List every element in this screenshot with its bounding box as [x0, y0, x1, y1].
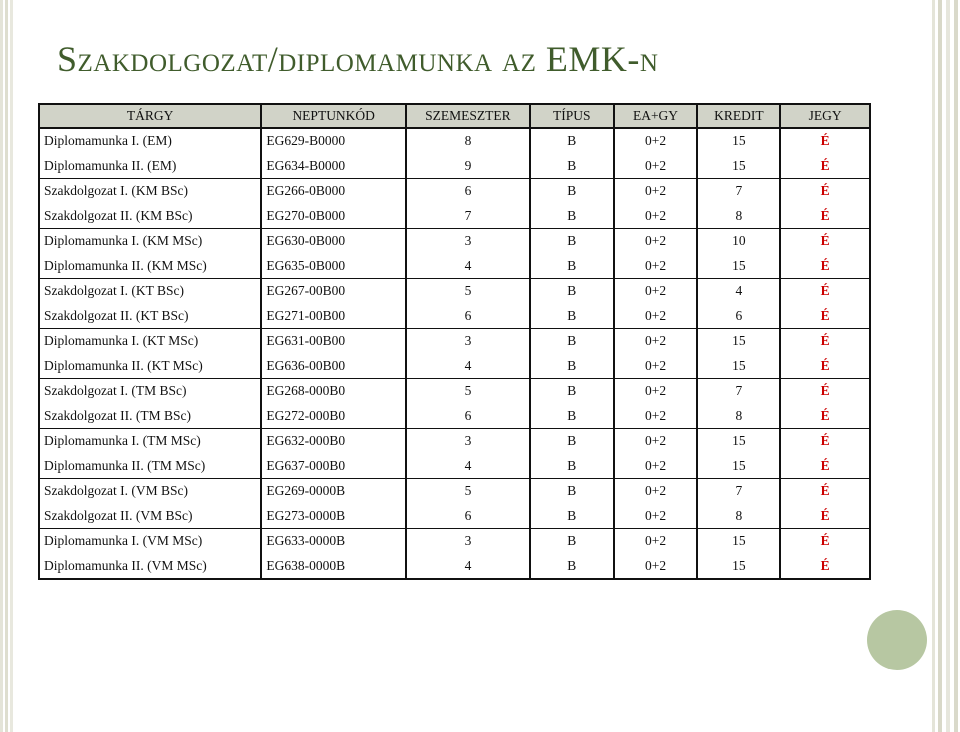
cell-grade: É — [780, 529, 870, 554]
table-row — [39, 379, 870, 404]
decorative-circle — [867, 610, 927, 670]
cell-semester: 7 — [406, 204, 530, 229]
cell-credit: 8 — [697, 504, 780, 529]
cell-hours: 0+2 — [614, 229, 698, 254]
table-row — [39, 304, 870, 329]
cell-type: B — [530, 404, 614, 429]
cell-hours: 0+2 — [614, 179, 698, 204]
cell-type: B — [530, 504, 614, 529]
cell-hours: 0+2 — [614, 529, 698, 554]
cell-semester: 5 — [406, 279, 530, 304]
cell-hours: 0+2 — [614, 304, 698, 329]
cell-grade: É — [780, 179, 870, 204]
cell-neptun-code: EG634-B0000 — [261, 154, 406, 179]
cell-course-name: Szakdolgozat I. (KT BSc) — [39, 279, 261, 304]
cell-course-name: Diplomamunka II. (EM) — [39, 154, 261, 179]
cell-semester: 3 — [406, 529, 530, 554]
cell-grade: É — [780, 154, 870, 179]
right-decorative-stripe — [928, 0, 960, 732]
cell-neptun-code: EG268-000B0 — [261, 379, 406, 404]
cell-course-name: Diplomamunka II. (KM MSc) — [39, 254, 261, 279]
cell-semester: 4 — [406, 454, 530, 479]
table-header-row — [39, 104, 870, 128]
cell-credit: 4 — [697, 279, 780, 304]
cell-type: B — [530, 128, 614, 154]
cell-type: B — [530, 204, 614, 229]
cell-hours: 0+2 — [614, 554, 698, 580]
cell-grade: É — [780, 429, 870, 454]
cell-credit: 8 — [697, 404, 780, 429]
cell-credit: 15 — [697, 529, 780, 554]
cell-credit: 7 — [697, 479, 780, 504]
table-row — [39, 279, 870, 304]
cell-semester: 3 — [406, 229, 530, 254]
cell-semester: 3 — [406, 329, 530, 354]
cell-semester: 6 — [406, 304, 530, 329]
cell-credit: 15 — [697, 554, 780, 580]
cell-grade: É — [780, 329, 870, 354]
cell-grade: É — [780, 554, 870, 580]
cell-course-name: Szakdolgozat II. (VM BSc) — [39, 504, 261, 529]
cell-credit: 15 — [697, 128, 780, 154]
cell-grade: É — [780, 229, 870, 254]
cell-neptun-code: EG637-000B0 — [261, 454, 406, 479]
cell-course-name: Szakdolgozat II. (KT BSc) — [39, 304, 261, 329]
header-jegy: JEGY — [780, 104, 870, 128]
table-row — [39, 504, 870, 529]
cell-course-name: Szakdolgozat II. (TM BSc) — [39, 404, 261, 429]
cell-hours: 0+2 — [614, 404, 698, 429]
cell-credit: 15 — [697, 429, 780, 454]
table-row — [39, 229, 870, 254]
cell-course-name: Diplomamunka I. (EM) — [39, 128, 261, 154]
cell-credit: 7 — [697, 179, 780, 204]
cell-grade: É — [780, 204, 870, 229]
cell-neptun-code: EG267-00B00 — [261, 279, 406, 304]
cell-course-name: Diplomamunka I. (TM MSc) — [39, 429, 261, 454]
table-row — [39, 429, 870, 454]
table-row — [39, 354, 870, 379]
cell-hours: 0+2 — [614, 429, 698, 454]
cell-semester: 9 — [406, 154, 530, 179]
cell-semester: 3 — [406, 429, 530, 454]
cell-type: B — [530, 479, 614, 504]
cell-credit: 8 — [697, 204, 780, 229]
cell-hours: 0+2 — [614, 154, 698, 179]
cell-grade: É — [780, 404, 870, 429]
header-tipus: TÍPUS — [530, 104, 614, 128]
cell-semester: 5 — [406, 379, 530, 404]
cell-semester: 4 — [406, 354, 530, 379]
cell-type: B — [530, 304, 614, 329]
cell-semester: 6 — [406, 404, 530, 429]
cell-type: B — [530, 529, 614, 554]
cell-credit: 15 — [697, 254, 780, 279]
cell-grade: É — [780, 354, 870, 379]
cell-hours: 0+2 — [614, 479, 698, 504]
table-row — [39, 154, 870, 179]
cell-type: B — [530, 354, 614, 379]
cell-course-name: Diplomamunka I. (VM MSc) — [39, 529, 261, 554]
cell-hours: 0+2 — [614, 354, 698, 379]
courses-table — [38, 103, 871, 580]
cell-type: B — [530, 229, 614, 254]
cell-neptun-code: EG266-0B000 — [261, 179, 406, 204]
cell-course-name: Diplomamunka II. (TM MSc) — [39, 454, 261, 479]
cell-type: B — [530, 329, 614, 354]
cell-hours: 0+2 — [614, 329, 698, 354]
cell-course-name: Szakdolgozat II. (KM BSc) — [39, 204, 261, 229]
cell-type: B — [530, 254, 614, 279]
cell-credit: 15 — [697, 329, 780, 354]
cell-grade: É — [780, 304, 870, 329]
table-row — [39, 329, 870, 354]
table-row — [39, 454, 870, 479]
cell-grade: É — [780, 128, 870, 154]
cell-neptun-code: EG629-B0000 — [261, 128, 406, 154]
cell-type: B — [530, 279, 614, 304]
cell-hours: 0+2 — [614, 504, 698, 529]
cell-semester: 6 — [406, 504, 530, 529]
table-row — [39, 479, 870, 504]
cell-type: B — [530, 179, 614, 204]
cell-course-name: Szakdolgozat I. (VM BSc) — [39, 479, 261, 504]
table-row — [39, 128, 870, 154]
cell-credit: 15 — [697, 354, 780, 379]
cell-credit: 6 — [697, 304, 780, 329]
cell-neptun-code: EG633-0000B — [261, 529, 406, 554]
header-ea-gy: EA+GY — [614, 104, 698, 128]
cell-semester: 8 — [406, 128, 530, 154]
left-decorative-stripe — [0, 0, 16, 732]
table-row — [39, 204, 870, 229]
cell-course-name: Diplomamunka I. (KM MSc) — [39, 229, 261, 254]
cell-type: B — [530, 429, 614, 454]
table-row — [39, 529, 870, 554]
cell-semester: 4 — [406, 254, 530, 279]
cell-neptun-code: EG272-000B0 — [261, 404, 406, 429]
slide-title: Szakdolgozat/diplomamunka az EMK-n — [57, 39, 659, 79]
cell-course-name: Szakdolgozat I. (TM BSc) — [39, 379, 261, 404]
cell-type: B — [530, 379, 614, 404]
cell-neptun-code: EG631-00B00 — [261, 329, 406, 354]
cell-neptun-code: EG636-00B00 — [261, 354, 406, 379]
cell-grade: É — [780, 254, 870, 279]
table-row — [39, 179, 870, 204]
header-neptunkod: NEPTUNKÓD — [261, 104, 406, 128]
cell-neptun-code: EG630-0B000 — [261, 229, 406, 254]
cell-course-name: Diplomamunka I. (KT MSc) — [39, 329, 261, 354]
cell-grade: É — [780, 479, 870, 504]
cell-hours: 0+2 — [614, 379, 698, 404]
cell-semester: 4 — [406, 554, 530, 580]
cell-neptun-code: EG635-0B000 — [261, 254, 406, 279]
cell-neptun-code: EG271-00B00 — [261, 304, 406, 329]
cell-hours: 0+2 — [614, 279, 698, 304]
cell-type: B — [530, 154, 614, 179]
cell-grade: É — [780, 504, 870, 529]
cell-neptun-code: EG270-0B000 — [261, 204, 406, 229]
cell-neptun-code: EG273-0000B — [261, 504, 406, 529]
cell-hours: 0+2 — [614, 454, 698, 479]
cell-semester: 5 — [406, 479, 530, 504]
cell-neptun-code: EG638-0000B — [261, 554, 406, 580]
cell-type: B — [530, 554, 614, 580]
cell-credit: 10 — [697, 229, 780, 254]
cell-credit: 15 — [697, 154, 780, 179]
cell-course-name: Diplomamunka II. (VM MSc) — [39, 554, 261, 580]
cell-hours: 0+2 — [614, 254, 698, 279]
cell-type: B — [530, 454, 614, 479]
cell-course-name: Diplomamunka II. (KT MSc) — [39, 354, 261, 379]
cell-hours: 0+2 — [614, 128, 698, 154]
header-szemeszter: SZEMESZTER — [406, 104, 530, 128]
cell-semester: 6 — [406, 179, 530, 204]
header-kredit: KREDIT — [697, 104, 780, 128]
cell-grade: É — [780, 379, 870, 404]
cell-neptun-code: EG269-0000B — [261, 479, 406, 504]
table-row — [39, 254, 870, 279]
cell-course-name: Szakdolgozat I. (KM BSc) — [39, 179, 261, 204]
cell-grade: É — [780, 279, 870, 304]
cell-neptun-code: EG632-000B0 — [261, 429, 406, 454]
table-row — [39, 404, 870, 429]
cell-hours: 0+2 — [614, 204, 698, 229]
table-row — [39, 554, 870, 580]
cell-credit: 15 — [697, 454, 780, 479]
header-targy: TÁRGY — [39, 104, 261, 128]
cell-grade: É — [780, 454, 870, 479]
cell-credit: 7 — [697, 379, 780, 404]
